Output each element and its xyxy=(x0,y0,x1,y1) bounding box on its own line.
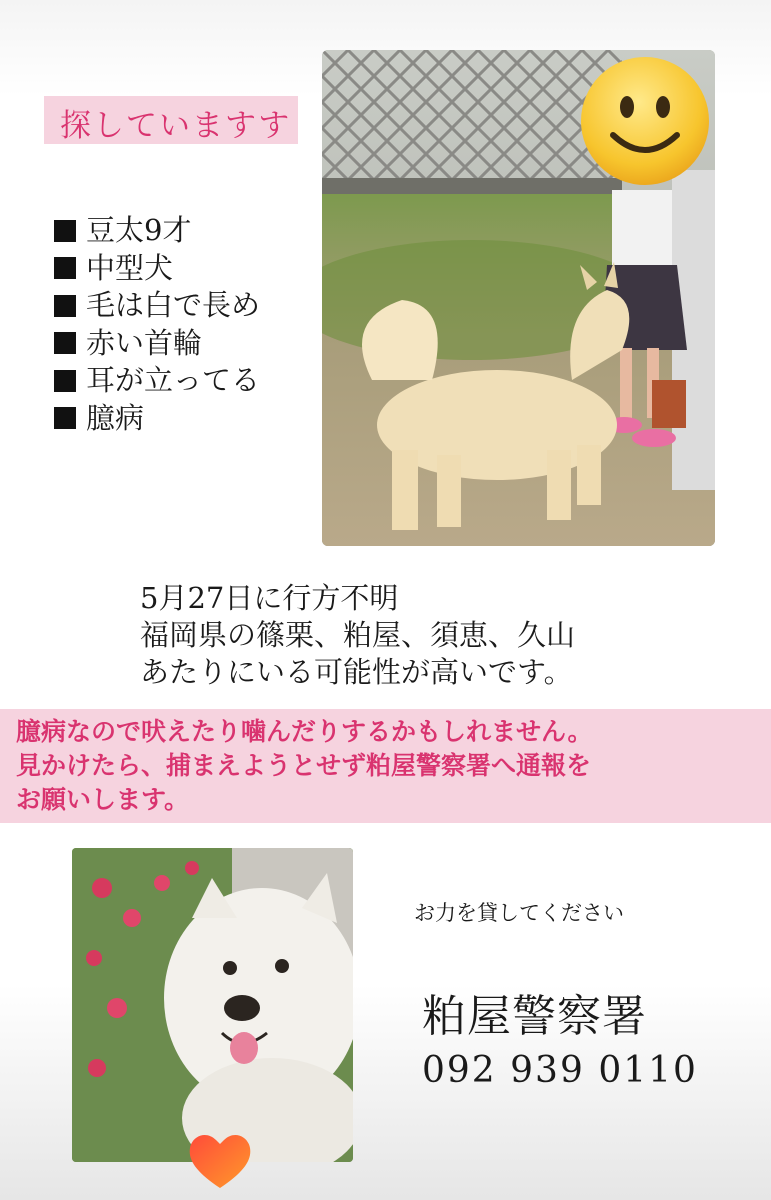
police-station-name: 粕屋警察署 xyxy=(422,991,647,1042)
feature-item: 豆太9才 xyxy=(54,212,260,250)
missing-info xyxy=(140,580,575,691)
feature-item: 耳が立ってる xyxy=(54,362,260,400)
bullet-square-icon xyxy=(54,370,76,392)
bullet-square-icon xyxy=(54,295,76,317)
help-request-text: お力を貸してください xyxy=(414,901,624,925)
phone-number: 092 939 0110 xyxy=(422,1050,698,1091)
feature-item: 中型犬 xyxy=(54,250,260,288)
warning-text: 臆病なので吠えたり噛んだりするかもしれません。 見かけたら、捕まえようとせず粕屋警察署へ通報を お願いします。 xyxy=(16,717,593,814)
bullet-square-icon xyxy=(54,407,76,429)
feature-item: 赤い首輪 xyxy=(54,325,260,363)
feature-item: 毛は白で長め xyxy=(54,287,260,325)
bullet-square-icon xyxy=(54,220,76,242)
feature-item: 臆病 xyxy=(54,400,260,438)
bullet-square-icon xyxy=(54,257,76,279)
missing-date-text: 5月27日に行方不明 xyxy=(140,581,399,615)
dog-closeup-photo xyxy=(72,848,353,1162)
bullet-square-icon xyxy=(54,332,76,354)
heart-icon xyxy=(186,1128,254,1192)
title-banner xyxy=(44,96,298,144)
warning-banner xyxy=(0,709,771,823)
likelihood-text: あたりにいる可能性が高いです。 xyxy=(140,655,573,689)
feature-list xyxy=(54,212,260,437)
area-text: 福岡県の篠栗、粕屋、須恵、久山 xyxy=(140,618,576,652)
page-title: 探していますす xyxy=(60,108,292,144)
smiley-face-emoji-icon xyxy=(579,55,711,187)
